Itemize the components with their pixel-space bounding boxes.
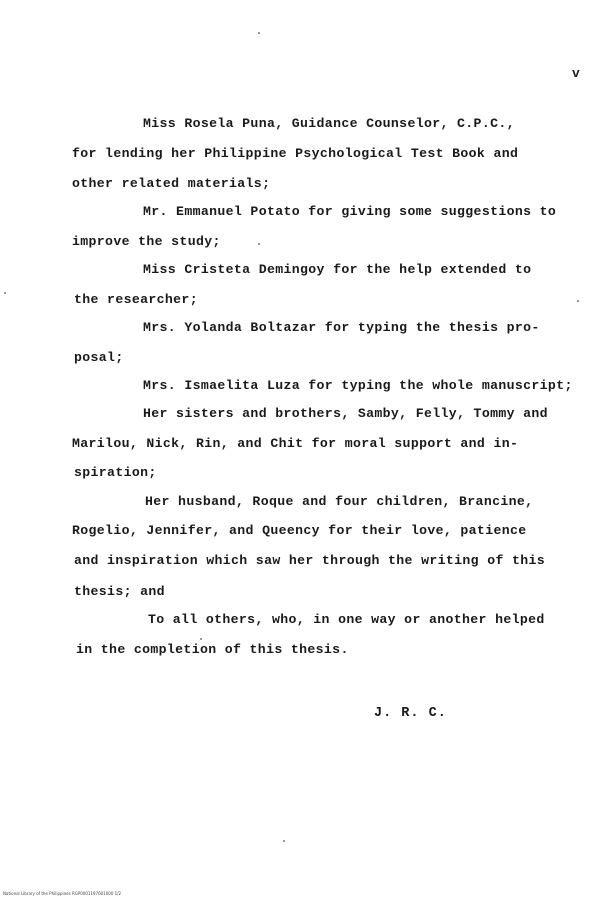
text-line: the researcher; <box>74 292 198 307</box>
signature-initials: J. R. C. <box>374 706 447 721</box>
footer-text: National Library of the Philippines RGP0001197601000 1/2 <box>3 891 122 896</box>
text-line: Miss Rosela Puna, Guidance Counselor, C.P.C., <box>143 116 515 131</box>
text-line: Her sisters and brothers, Samby, Felly, Tommy and <box>143 406 548 421</box>
text-line: other related materials; <box>72 176 271 191</box>
text-line: Mr. Emmanuel Potato for giving some suggestions to <box>143 204 557 219</box>
scan-speck <box>200 638 202 640</box>
scan-speck <box>258 243 260 245</box>
text-line: thesis; and <box>74 584 165 599</box>
text-line: To all others, who, in one way or another helped <box>148 612 545 627</box>
scan-speck <box>4 292 6 294</box>
text-line: in the completion of this thesis. <box>76 642 349 657</box>
page-mark: v <box>572 66 580 81</box>
text-line: Marilou, Nick, Rin, and Chit for moral support and in- <box>72 436 519 451</box>
text-line: Mrs. Yolanda Boltazar for typing the thesis pro- <box>143 320 540 335</box>
text-line: for lending her Philippine Psychological Test Book and <box>72 146 519 161</box>
text-line: Mrs. Ismaelita Luza for typing the whole manuscript; <box>143 378 573 393</box>
text-line: and inspiration which saw her through the writing of this <box>74 553 546 568</box>
text-line: posal; <box>74 350 124 365</box>
text-line: improve the study; <box>72 234 221 249</box>
text-line: Rogelio, Jennifer, and Queency for their love, patience <box>72 523 527 538</box>
scan-speck <box>258 32 260 34</box>
scan-speck <box>577 300 579 302</box>
text-line: spiration; <box>74 465 157 480</box>
text-line: Miss Cristeta Demingoy for the help extended to <box>143 262 532 277</box>
text-line: Her husband, Roque and four children, Brancine, <box>145 494 534 509</box>
scan-speck <box>283 840 285 842</box>
